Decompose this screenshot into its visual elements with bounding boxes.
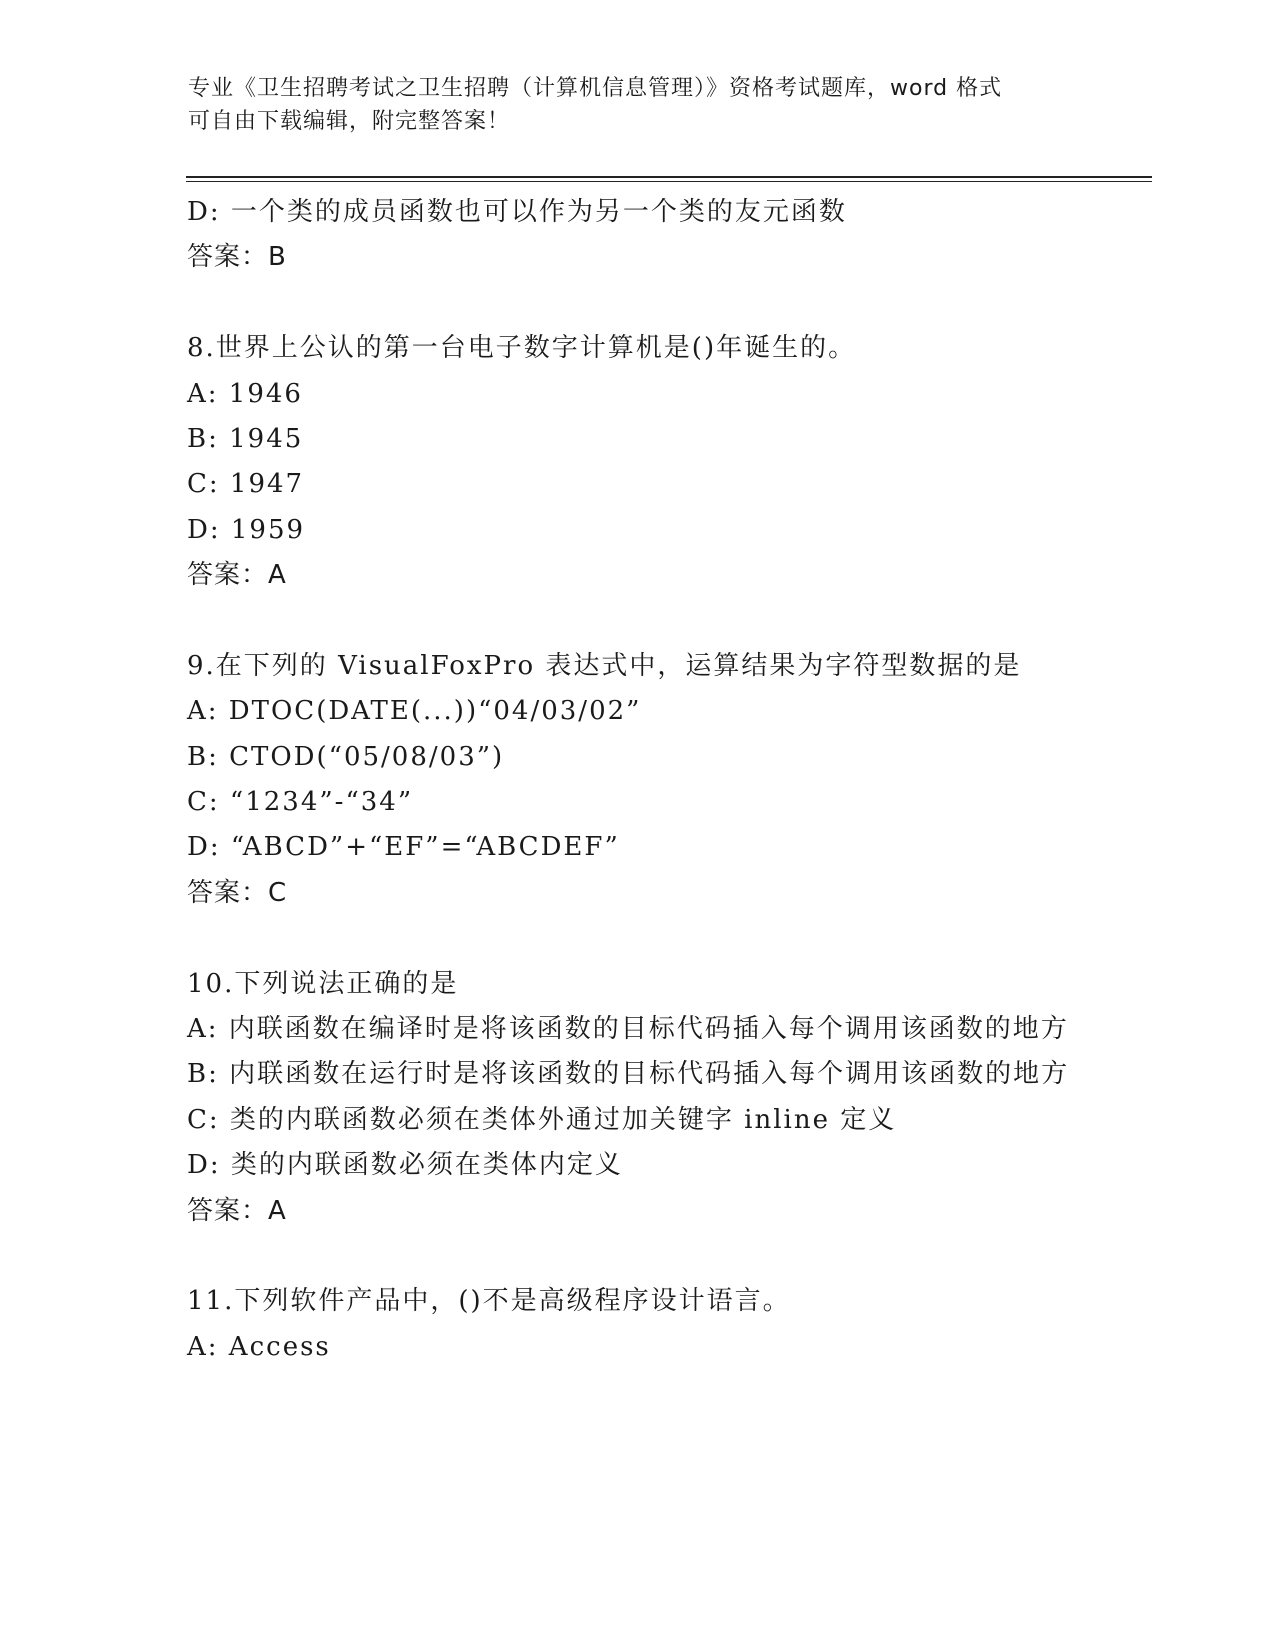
option-b: B: 内联函数在运行时是将该函数的目标代码插入每个调用该函数的地方	[187, 1059, 1070, 1090]
option-d: D: 一个类的成员函数也可以作为另一个类的友元函数	[187, 197, 847, 227]
spacer	[187, 1234, 1087, 1279]
option-b: B: 1945	[187, 423, 304, 454]
answer-line: 答案：A	[187, 1195, 287, 1226]
header-divider-thin	[186, 181, 1152, 182]
question-stem: 9.在下列的 VisualFoxPro 表达式中，运算结果为字符型数据的是	[187, 650, 1022, 681]
question-block	[187, 644, 1087, 916]
header-divider-thick	[186, 176, 1152, 178]
option-a: A: Access	[187, 1331, 331, 1362]
option-c: C: 类的内联函数必须在类体外通过加关键字 inline 定义	[187, 1104, 897, 1135]
option-c: C: “1234”-“34”	[187, 787, 414, 818]
option-a: A: 内联函数在编译时是将该函数的目标代码插入每个调用该函数的地方	[187, 1014, 1069, 1045]
answer-line: 答案：A	[187, 560, 287, 591]
spacer	[187, 281, 1087, 326]
option-a: A: DTOC(DATE(...))“04/03/02”	[187, 696, 642, 727]
question-list	[187, 190, 1087, 1370]
spacer	[187, 916, 1087, 961]
option-d: D: “ABCD”+“EF”=“ABCDEF”	[187, 832, 620, 863]
header-line-1: 专业《卫生招聘考试之卫生招聘（计算机信息管理）》资格考试题库，word 格式	[188, 76, 1003, 101]
option-d: D: 1959	[187, 514, 306, 545]
option-c: C: 1947	[187, 469, 305, 500]
question-stem: 8.世界上公认的第一台电子数字计算机是()年诞生的。	[187, 333, 857, 364]
answer-line: 答案：C	[187, 877, 288, 908]
option-a: A: 1946	[187, 378, 303, 409]
document-header	[188, 72, 1088, 138]
option-b: B: CTOD(“05/08/03”)	[187, 741, 505, 772]
question-stem: 10.下列说法正确的是	[187, 968, 459, 999]
question-stem: 11.下列软件产品中，()不是高级程序设计语言。	[187, 1286, 791, 1317]
question-block	[187, 1279, 1087, 1370]
answer-line: 答案：B	[187, 242, 287, 273]
option-d: D: 类的内联函数必须在类体内定义	[187, 1150, 623, 1181]
header-line-2: 可自由下载编辑，附完整答案！	[188, 109, 511, 134]
question-block	[187, 326, 1087, 598]
question-block	[187, 962, 1087, 1234]
spacer	[187, 599, 1087, 644]
